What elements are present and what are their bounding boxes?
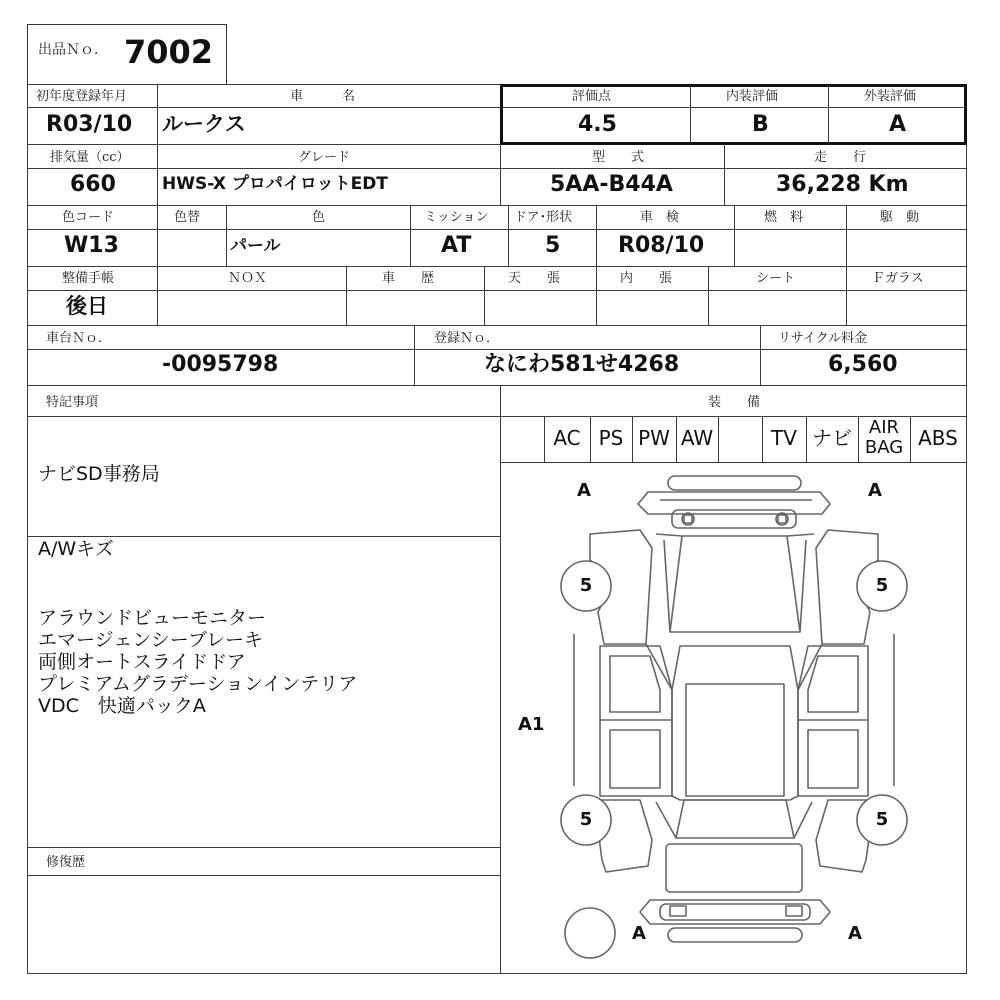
chassis-number-value: -0095798 <box>162 352 279 377</box>
score-value: 4.5 <box>578 112 617 137</box>
recycle-fee-label: リサイクル料金 <box>778 331 868 346</box>
registration-number-value: なにわ581せ4268 <box>484 352 680 377</box>
doors-label: ドア･形状 <box>514 210 573 225</box>
displacement-label: 排気量（cc） <box>50 150 130 165</box>
color-code-label: 色コード <box>62 210 115 225</box>
model-value: 5AA-B44A <box>550 172 673 197</box>
vehicle-history-label: 車 歴 <box>382 271 435 286</box>
equipment-item: PW <box>638 426 670 450</box>
left-rear-door <box>610 730 660 788</box>
damage-mark-front-right: A <box>868 480 882 501</box>
displacement-value: 660 <box>70 172 116 197</box>
equipment-item: AW <box>680 426 714 450</box>
seat-label: シート <box>756 271 796 286</box>
lot-number-label: 出品Ｎｏ． <box>38 42 108 58</box>
equipment-item: PS <box>598 426 624 450</box>
doors-value: 5 <box>545 233 561 258</box>
mileage-value: 36,228 Km <box>776 172 909 197</box>
car-name-value: ルークス <box>162 112 246 136</box>
tire-value-front-left: 5 <box>579 575 593 596</box>
tailgate-outline <box>666 844 802 892</box>
damage-mark-left-side: A1 <box>518 714 545 735</box>
maintenance-book-value: 後日 <box>66 294 108 318</box>
list-item: プレミアムグラデーションインテリア <box>38 673 358 695</box>
headliner-label: 天 張 <box>508 271 561 286</box>
tire-value-rear-right: 5 <box>875 809 889 830</box>
special-notes-label: 特記事項 <box>46 395 99 410</box>
equipment-item: ABS <box>918 426 958 450</box>
mileage-label: 走 行 <box>814 150 867 165</box>
color-code-value: W13 <box>64 233 119 258</box>
first-registration-value: R03/10 <box>46 112 133 137</box>
inspection-label: 車 検 <box>640 210 680 225</box>
lot-number-box <box>27 24 227 84</box>
damage-mark-rear-left: A <box>632 923 646 944</box>
grade-label: グレード <box>298 150 351 165</box>
registration-number-label: 登録Ｎｏ． <box>434 331 500 346</box>
inspection-value: R08/10 <box>618 233 705 258</box>
list-item: VDC 快適パックA <box>38 695 206 717</box>
exterior-grade-value: A <box>889 112 907 137</box>
front-glass-label: Ｆガラス <box>872 271 924 286</box>
front-bumper-outline <box>668 476 801 490</box>
list-item: エマージェンシーブレーキ <box>38 629 264 651</box>
inner-lining-label: 内 張 <box>620 271 673 286</box>
exterior-grade-label: 外装評価 <box>864 89 917 104</box>
lot-number: 7002 <box>124 33 214 71</box>
car-name-label: 車 名 <box>290 89 356 104</box>
transmission-label: ミッション <box>424 210 489 225</box>
tire-value-front-right: 5 <box>875 575 889 596</box>
roof-panel <box>686 684 784 796</box>
tire-value-rear-left: 5 <box>579 809 593 830</box>
equipment-item: TV <box>771 426 797 450</box>
fuel-label: 燃 料 <box>764 210 804 225</box>
note-line-2: A/Wキズ <box>38 538 114 560</box>
color-label: 色 <box>312 210 326 225</box>
equipment-item: AIR BAG <box>864 417 904 458</box>
score-label: 評価点 <box>572 89 612 104</box>
recycle-fee-value: 6,560 <box>828 352 898 377</box>
drive-label: 駆 動 <box>880 210 920 225</box>
damage-mark-front-left: A <box>577 480 591 501</box>
color-change-label: 色替 <box>174 210 201 225</box>
grade-value: HWS-X プロパイロットEDT <box>162 174 388 194</box>
damage-mark-rear-right: A <box>848 923 862 944</box>
color-value: パール <box>230 236 281 256</box>
roof-outline <box>672 646 798 800</box>
rear-window <box>676 800 794 838</box>
equipment-label: 装 備 <box>708 395 761 410</box>
list-item: 両側オートスライドドア <box>38 651 246 673</box>
interior-grade-value: B <box>752 112 769 137</box>
equipment-item: ナビ <box>812 426 852 450</box>
repair-history-label: 修復歴 <box>46 855 86 870</box>
note-list <box>38 607 357 717</box>
list-item: アラウンドビューモニター <box>38 607 267 629</box>
equipment-item: AC <box>553 426 581 450</box>
first-registration-label: 初年度登録年月 <box>36 89 128 104</box>
right-rear-door <box>808 730 858 788</box>
car-damage-diagram <box>501 463 966 973</box>
maintenance-book-label: 整備手帳 <box>62 271 115 286</box>
model-label: 型 式 <box>592 150 645 165</box>
nox-label: ＮＯＸ <box>228 271 268 286</box>
note-line-1: ナビSD事務局 <box>38 463 160 485</box>
interior-grade-label: 内装評価 <box>726 89 779 104</box>
spare-tire <box>565 908 615 958</box>
chassis-number-label: 車台Ｎｏ． <box>46 331 112 346</box>
hood-outline <box>670 536 800 632</box>
transmission-value: AT <box>441 233 472 258</box>
